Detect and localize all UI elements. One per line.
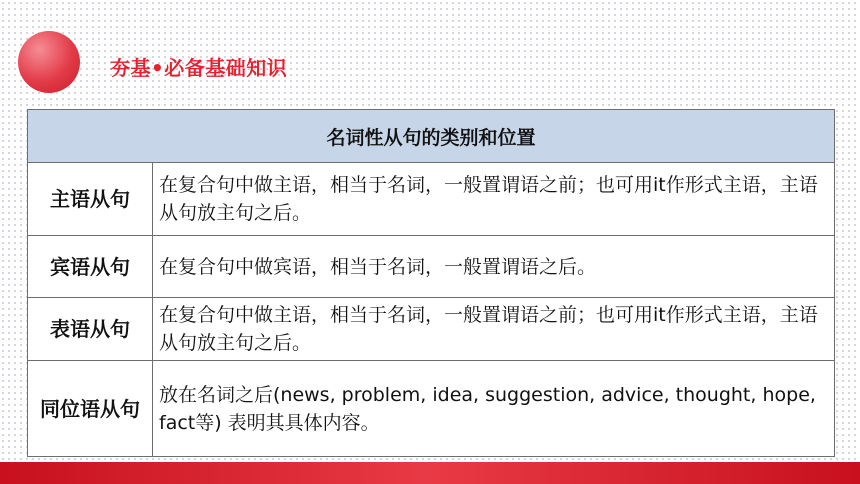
table-row bbox=[28, 361, 835, 457]
row-description: 放在名词之后(news, problem, idea, suggestion, advice, thought, hope, fact等) 表明其具体内容。 bbox=[153, 361, 835, 457]
table-header-row bbox=[28, 110, 835, 163]
row-description: 在复合句中做主语，相当于名词，一般置谓语之前；也可用it作形式主语，主语从句放主句之后。 bbox=[153, 298, 835, 361]
row-label: 同位语从句 bbox=[28, 361, 153, 457]
row-label: 主语从句 bbox=[28, 163, 153, 236]
bottom-accent-bar bbox=[0, 462, 860, 484]
clause-table bbox=[27, 109, 835, 457]
row-label: 宾语从句 bbox=[28, 236, 153, 298]
table-row bbox=[28, 298, 835, 361]
row-label: 表语从句 bbox=[28, 298, 153, 361]
section-title: 夯基•必备基础知识 bbox=[110, 56, 288, 80]
table-title: 名词性从句的类别和位置 bbox=[28, 110, 835, 163]
row-description: 在复合句中做宾语，相当于名词，一般置谓语之后。 bbox=[153, 236, 835, 298]
decorative-circle bbox=[18, 31, 80, 93]
table-row bbox=[28, 163, 835, 236]
row-description: 在复合句中做主语，相当于名词，一般置谓语之前；也可用it作形式主语，主语从句放主句之后。 bbox=[153, 163, 835, 236]
table-row bbox=[28, 236, 835, 298]
